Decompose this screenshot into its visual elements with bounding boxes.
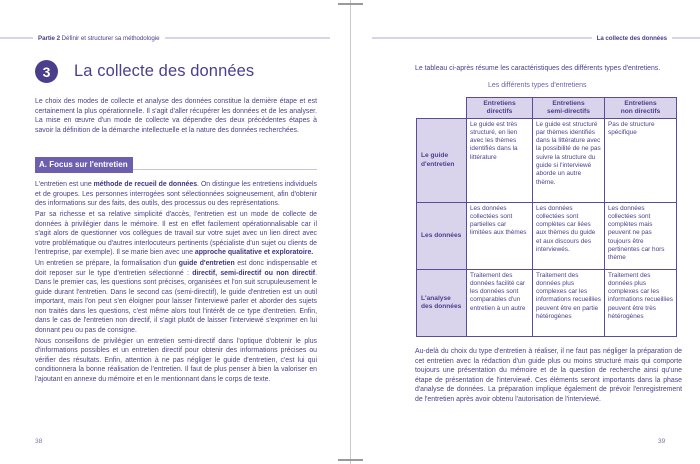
- running-header-left: [0, 33, 330, 43]
- paragraph-text: . Dans le premier cas, les questions sont précises, organisées et l'on suit scrupuleusement le guide durant l'entretien. Dans le second cas (semi-directif), le guide d'entretien est un outil important, mais l'on peut s'en éloigner pour laisser l'interviewé parler et aborder des sujets non traités dans les questions, c'est même alors tout l'intérêt de ce type d'entretien. Enfin, dans le cas de l'entretien non directif, il s'agit plutôt de laisser l'interviewé s'exprimer en lui donnant peu ou pas de consigne.: [35, 269, 317, 334]
- table-cell: Le guide est très structuré, en lien avec les thèmes identifiés dans la littérature: [467, 119, 533, 203]
- row-header-analyse: L'analyse des données: [417, 270, 467, 337]
- part-title: Définir et structurer sa méthodologie: [61, 34, 160, 42]
- body-paragraph: [35, 180, 317, 209]
- interview-types-table: [416, 97, 677, 337]
- table-caption: Les différents types d'entretiens: [488, 82, 587, 89]
- emphasis-text: directif, semi-directif ou non directif: [192, 269, 316, 277]
- column-header-non-directifs: Entretiens non directifs: [605, 98, 677, 119]
- section-body: [35, 180, 317, 386]
- table-row: [417, 270, 677, 337]
- running-header-text: [33, 35, 165, 42]
- chapter-title: La collecte des données: [74, 62, 255, 80]
- table-cell: Les données collectées sont partielles car limitées aux thèmes: [467, 203, 533, 270]
- header-rule: [672, 37, 700, 39]
- emphasis-text: méthode de recueil de données: [93, 181, 198, 188]
- page-number: 38: [35, 438, 43, 445]
- paragraph-text: Par sa richesse et sa relative simplicité d'accès, l'entretien est un mode de collecte de données à privilégier dans le mémoire. Il est en effet facilement opérationnalisable car il s'agit alors de questionner vos collègues de travail sur votre sujet avec un lien direct avec votre problématique ou d'autres interlocuteurs pertinents (spécialiste d'un sujet ou clients de l'entreprise, par exemple). Il se marie bien avec une: [35, 211, 317, 256]
- section-title: A. Focus sur l'entretien: [35, 157, 133, 173]
- part-label: Partie 2: [38, 34, 60, 42]
- chapter-number-badge: 3: [35, 60, 58, 83]
- closing-paragraph: [415, 347, 682, 406]
- column-header-directifs: Entretiens directifs: [467, 98, 533, 119]
- table-cell: Traitement des données plus complexes car les informations recueillies peuvent être en partie hétérogènes: [533, 270, 605, 337]
- paragraph-text: . On distingue les entretiens individuels et de groupes. Les personnes interrogées sont sélectionnées soigneusement, afin d'obtenir des informations sur des faits, des outils, des processus ou des représentations.: [35, 181, 317, 207]
- table-header-row: [417, 98, 677, 119]
- table-cell: Traitement des données facilité car les données sont comparables d'un entretien à un autre: [467, 270, 533, 337]
- emphasis-text: approche qualitative et exploratoire.: [194, 249, 314, 256]
- table-corner: [417, 98, 467, 119]
- column-header-semi-directifs: Entretiens semi-directifs: [533, 98, 605, 119]
- paragraph-text: Un entretien se prépare, la formalisation d'un: [35, 260, 179, 267]
- table-cell: Traitement des données plus complexes car les informations recueillies peuvent être très hétérogènes: [605, 270, 677, 337]
- table-row: [417, 119, 677, 203]
- body-paragraph: [35, 337, 317, 385]
- intro-paragraph: [35, 97, 317, 137]
- table-cell: Pas de structure spécifique: [605, 119, 677, 203]
- page-number: 39: [658, 438, 666, 445]
- body-paragraph: [35, 259, 317, 335]
- paragraph-text: Nous conseillons de privilégier un entretien semi-directif dans l'optique d'obtenir le plus d'informations possibles et un entretien directif pour obtenir des informations précises ou vérifier des résultats. Enfin, attention à ne pas négliger le guide d'entretien, c'est lui qui conditionnera la bonne réalisation de l'entretien. Il faut de plus penser à bien la valoriser en l'ajoutant en annexe du mémoire et en le mentionnant dans le corps de texte.: [35, 337, 317, 383]
- running-header-right: [372, 33, 700, 43]
- right-page: [350, 0, 700, 464]
- chapter-heading: [35, 60, 254, 83]
- header-rule: [0, 37, 33, 39]
- paragraph-text: est donc indispensable et doit reposer sur le type d'entretien sélectionné :: [35, 260, 317, 277]
- paragraph-text: L'entretien est une: [35, 181, 94, 188]
- closing-text: Au-delà du choix du type d'entretien à réaliser, il ne faut pas négliger la préparation de cet entretien avec la rédaction d'un guide plus ou moins structuré mais qui comporte toujours une présentation du mémoire et de la question de recherche ainsi qu'une étape de présentation de l'interviewé. Ces éléments seront importants dans la phase d'analyse de données. La préparation implique également de prévoir l'enregistrement de l'entretien après avoir obtenu l'autorisation de l'interviewé.: [415, 348, 682, 403]
- row-header-guide: Le guide d'entretien: [417, 119, 467, 203]
- running-header-text: [592, 35, 672, 42]
- intro-text: Le choix des modes de collecte et analyse des données constitue la dernière étape et est certainement la plus opérationnelle. Il s'agit d'aller récupérer les données et de les analyser. La mise en œuvre d'un mode de collecte va dépendre des deux précédentes étapes à savoir la définition de la démarche intellectuelle et la nature des données recherchées.: [35, 98, 317, 134]
- table-row: [417, 203, 677, 270]
- body-paragraph: [35, 210, 317, 258]
- table-intro-text: Le tableau ci-après résume les caractéristiques des différents types d'entretiens.: [415, 65, 661, 72]
- table-cell: Le guide est structuré par thèmes identifiés dans la littérature avec la possibilité de ne pas suivre la structure du guide si l'interviewé aborde un autre thème.: [533, 119, 605, 203]
- section-heading: [35, 154, 317, 170]
- table-cell: Les données collectées sont complètes car liées aux thèmes du guide et aux discours des interviewés.: [533, 203, 605, 270]
- header-rule: [165, 37, 330, 39]
- header-rule: [372, 37, 592, 39]
- chapter-running-title: La collecte des données: [596, 34, 667, 42]
- table-cell: Les données collectées sont complètes mais peuvent ne pas toujours être pertinentes car hors thème: [605, 203, 677, 270]
- emphasis-text: guide d'entretien: [178, 260, 235, 267]
- row-header-donnees: Les données: [417, 203, 467, 270]
